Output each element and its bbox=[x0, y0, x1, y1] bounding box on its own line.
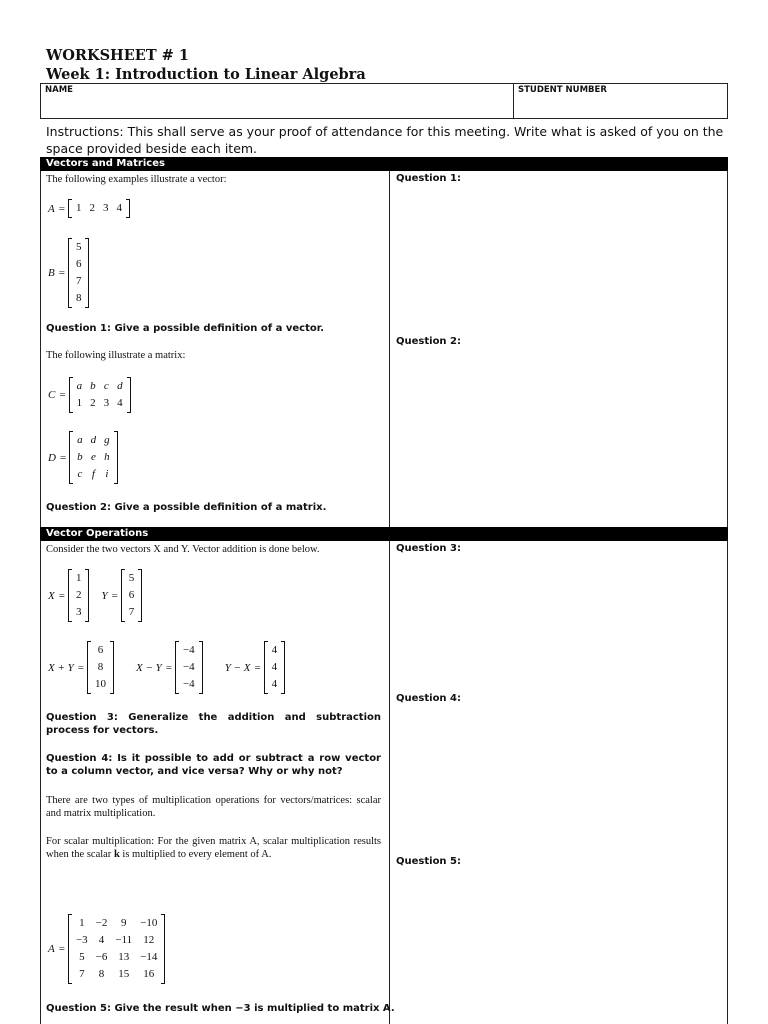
matrix-entry: 8 bbox=[98, 968, 105, 980]
question-5-prompt: Question 5: Give the result when −3 is multiplied to matrix A. bbox=[46, 1003, 395, 1014]
section-header-vectors-matrices: Vectors and Matrices bbox=[40, 157, 728, 171]
matrix-d-name: D bbox=[48, 451, 56, 464]
vector-a-matrix bbox=[68, 199, 130, 218]
student-number-label: STUDENT NUMBER bbox=[518, 85, 607, 95]
matrix-d-matrix bbox=[69, 431, 118, 484]
matrix-a-name: A bbox=[48, 943, 55, 955]
answer-label-question-3: Question 3: bbox=[396, 543, 461, 554]
matrix-entry: −11 bbox=[115, 934, 133, 946]
matrix-entry: 1 bbox=[75, 202, 82, 214]
matrix-entry: −14 bbox=[140, 951, 158, 963]
name-label: NAME bbox=[45, 85, 73, 95]
question-2-prompt: Question 2: Give a possible definition of a matrix. bbox=[46, 502, 327, 513]
x-minus-y-matrix bbox=[175, 641, 203, 694]
instructions: Instructions: This shall serve as your proof of attendance for this meeting. Write what is asked of you on the space provided beside each item. bbox=[46, 124, 724, 156]
matrix-entry: 1 bbox=[75, 572, 82, 584]
matrix-entry: 1 bbox=[79, 917, 85, 929]
matrix-entry: g bbox=[104, 434, 110, 446]
matrix-entry: −6 bbox=[95, 951, 108, 963]
matrix-entry: −2 bbox=[95, 917, 108, 929]
matrix-entry: 5 bbox=[75, 241, 82, 253]
matrix-entry: 7 bbox=[79, 968, 85, 980]
worksheet-subtitle: Week 1: Introduction to Linear Algebra bbox=[46, 66, 366, 83]
vector-operations-results: X + Y = 6 8 10 X − Y = −4 −4 −4 Y − X = 4 4 4 bbox=[48, 641, 285, 694]
matrix-entry: e bbox=[90, 451, 96, 463]
matrix-d-equation: D = a d g b e h c f i bbox=[48, 431, 118, 484]
matrix-entry: d bbox=[90, 434, 97, 446]
table-border-middle bbox=[389, 171, 390, 527]
multiplication-types-text: There are two types of multiplication operations for vectors/matrices: scalar and matrix multiplication. bbox=[46, 795, 381, 819]
matrix-entry: 2 bbox=[75, 589, 82, 601]
matrix-entry: 13 bbox=[118, 951, 130, 963]
vector-x-matrix bbox=[68, 569, 90, 622]
table-border-left-2 bbox=[40, 541, 41, 1024]
difference-x-y-label: X − Y bbox=[135, 661, 162, 674]
matrix-entry: a bbox=[77, 434, 83, 446]
matrix-a-equation: A = 1 −2 9 −10 −3 4 −11 12 5 −6 13 −14 7 8 15 16 bbox=[48, 914, 165, 984]
table-border-left bbox=[40, 171, 41, 527]
matrix-entry: 3 bbox=[103, 397, 110, 409]
matrix-entry: 4 bbox=[116, 202, 122, 214]
matrix-entry: 15 bbox=[118, 968, 130, 980]
matrix-a-matrix bbox=[68, 914, 165, 984]
matrix-c-matrix bbox=[69, 377, 131, 413]
matrix-entry: −4 bbox=[182, 678, 195, 690]
matrix-entry: −3 bbox=[75, 934, 88, 946]
worksheet-title: WORKSHEET # 1 bbox=[46, 47, 189, 64]
matrix-entry: 8 bbox=[97, 661, 104, 673]
matrix-entry: 9 bbox=[121, 917, 127, 929]
matrix-entry: c bbox=[77, 468, 83, 480]
answer-label-question-4: Question 4: bbox=[396, 693, 461, 704]
question-1-prompt: Question 1: Give a possible definition of a vector. bbox=[46, 323, 325, 334]
matrix-entry: −4 bbox=[182, 661, 195, 673]
vector-addition-intro: Consider the two vectors X and Y. Vector addition is done below. bbox=[46, 544, 320, 555]
answer-label-question-5: Question 5: bbox=[396, 856, 461, 867]
matrix-entry: 4 bbox=[98, 934, 105, 946]
matrix-entry: 4 bbox=[271, 678, 278, 690]
matrix-entry: 5 bbox=[128, 572, 135, 584]
question-3-prompt: Question 3: Generalize the addition and subtraction process for vectors. bbox=[46, 712, 381, 736]
matrix-entry: 5 bbox=[79, 951, 85, 963]
name-box-divider bbox=[513, 84, 514, 118]
scalar-multiplication-text bbox=[46, 835, 381, 861]
sum-label: X + Y bbox=[48, 661, 74, 674]
matrix-entry: 12 bbox=[143, 934, 155, 946]
vector-b-equation: B = 5 6 7 8 bbox=[48, 238, 89, 308]
question-4-prompt: Question 4: Is it possible to add or subtract a row vector to a column vector, and vice versa? Why or why not? bbox=[46, 753, 381, 777]
x-plus-y-matrix bbox=[87, 641, 114, 694]
matrix-entry: 6 bbox=[128, 589, 135, 601]
vector-intro-text: The following examples illustrate a vector: bbox=[46, 174, 227, 185]
matrix-entry: 3 bbox=[102, 202, 109, 214]
matrix-entry: 10 bbox=[94, 678, 106, 690]
matrix-entry: 1 bbox=[76, 397, 83, 409]
matrix-entry: 8 bbox=[75, 292, 82, 304]
name-student-box bbox=[40, 83, 728, 119]
matrix-entry: 4 bbox=[271, 644, 278, 656]
matrix-entry: i bbox=[105, 468, 109, 480]
matrix-entry: b bbox=[77, 451, 83, 463]
vector-a-name: A bbox=[48, 202, 55, 215]
matrix-entry: 4 bbox=[117, 397, 123, 409]
matrix-entry: 7 bbox=[128, 606, 135, 618]
section-header-vector-operations: Vector Operations bbox=[40, 527, 728, 541]
vector-b-name: B bbox=[48, 267, 55, 279]
matrix-entry: 4 bbox=[271, 661, 278, 673]
table-border-middle-2 bbox=[389, 541, 390, 1024]
matrix-entry: h bbox=[104, 451, 110, 463]
matrix-entry: 2 bbox=[90, 397, 96, 409]
vector-y-name: Y bbox=[101, 589, 108, 602]
matrix-c-equation: C = a b c d 1 2 3 4 bbox=[48, 377, 131, 413]
scalar-text-end: is multiplied to every element of A. bbox=[119, 849, 272, 860]
scalar-text-start: For scalar multiplication: For the given matrix A, scalar multiplication results when the scalar bbox=[46, 836, 381, 860]
matrix-entry: 7 bbox=[75, 275, 82, 287]
vectors-x-y-equation: X = 1 2 3 Y = 5 6 7 bbox=[48, 569, 142, 622]
matrix-entry: a bbox=[76, 380, 83, 392]
answer-label-question-2: Question 2: bbox=[396, 336, 461, 347]
matrix-entry: c bbox=[103, 380, 109, 392]
matrix-entry: d bbox=[117, 380, 123, 392]
y-minus-x-matrix bbox=[264, 641, 286, 694]
matrix-entry: b bbox=[90, 380, 96, 392]
matrix-intro-text: The following illustrate a matrix: bbox=[46, 350, 186, 361]
matrix-entry: −4 bbox=[182, 644, 195, 656]
answer-label-question-1: Question 1: bbox=[396, 173, 461, 184]
matrix-entry: 6 bbox=[97, 644, 104, 656]
vector-b-matrix bbox=[68, 238, 90, 308]
table-border-right bbox=[727, 171, 728, 527]
matrix-entry: −10 bbox=[140, 917, 158, 929]
vector-x-name: X bbox=[48, 589, 55, 602]
matrix-entry: 16 bbox=[143, 968, 155, 980]
matrix-c-name: C bbox=[48, 389, 56, 401]
vector-y-matrix bbox=[121, 569, 143, 622]
vector-a-equation: A = 1 2 3 4 bbox=[48, 199, 130, 218]
matrix-entry: 6 bbox=[75, 258, 82, 270]
matrix-entry: f bbox=[91, 468, 95, 480]
scalar-k: k bbox=[113, 849, 120, 860]
matrix-entry: 3 bbox=[75, 606, 82, 618]
difference-y-x-label: Y − X bbox=[224, 661, 251, 674]
table-border-right-2 bbox=[727, 541, 728, 1024]
matrix-entry: 2 bbox=[89, 202, 95, 214]
